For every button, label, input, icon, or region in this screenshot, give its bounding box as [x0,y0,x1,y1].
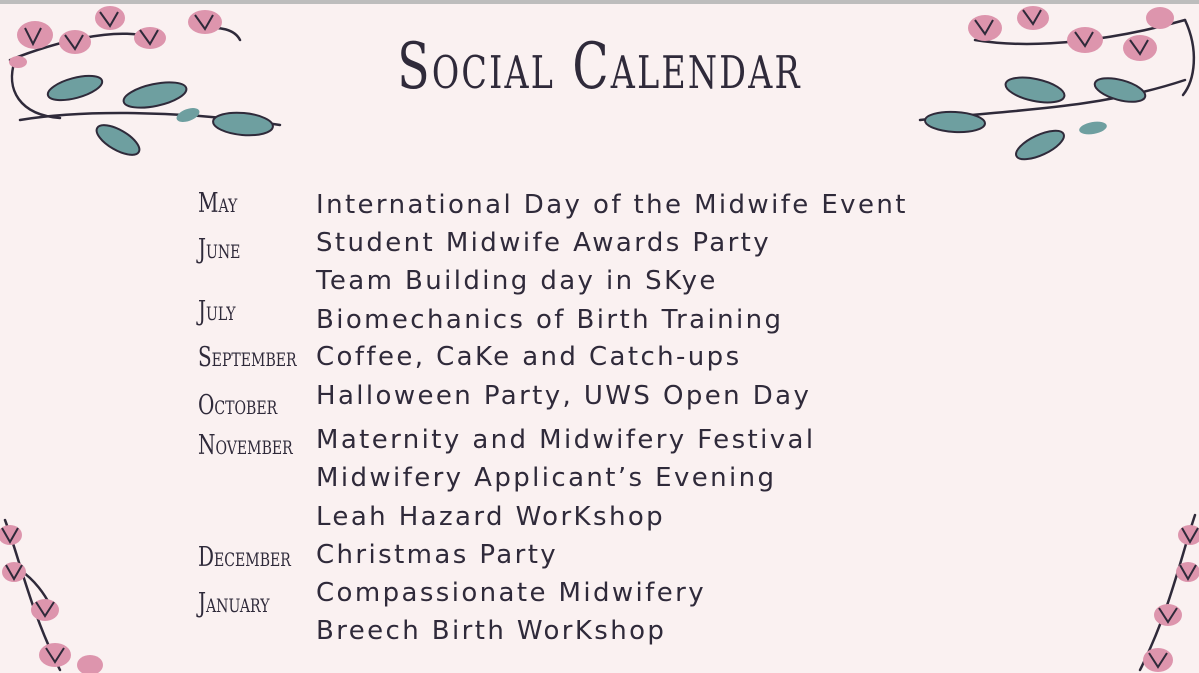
floral-decoration-bottom-left-icon [0,510,110,673]
event-item: Biomechanics of Birth Training [316,305,784,335]
event-item: Student Midwife Awards Party [316,228,772,258]
month-november: November [198,430,293,461]
event-item: Leah Hazard WorKshop [316,502,666,532]
event-item: Maternity and Midwifery Festival [316,425,816,455]
page-title: Social Calendar [397,30,802,104]
event-item: Coffee, CaKe and Catch-ups [316,342,742,372]
month-may: May [198,188,238,219]
event-item: Christmas Party [316,540,559,570]
event-item: International Day of the Midwife Event [316,190,908,220]
event-item: Halloween Party, UWS Open Day [316,381,812,411]
month-january: January [198,588,270,619]
month-september: September [198,342,297,373]
month-june: June [198,234,241,265]
floral-decoration-bottom-right-icon [1110,510,1199,673]
event-item: Midwifery Applicant’s Evening [316,463,777,493]
month-december: December [198,542,291,573]
event-item: Compassionate Midwifery [316,578,706,608]
event-item: Team Building day in SKye [316,266,718,296]
month-october: October [198,390,278,421]
month-july: July [198,296,236,327]
event-item: Breech Birth WorKshop [316,616,667,646]
